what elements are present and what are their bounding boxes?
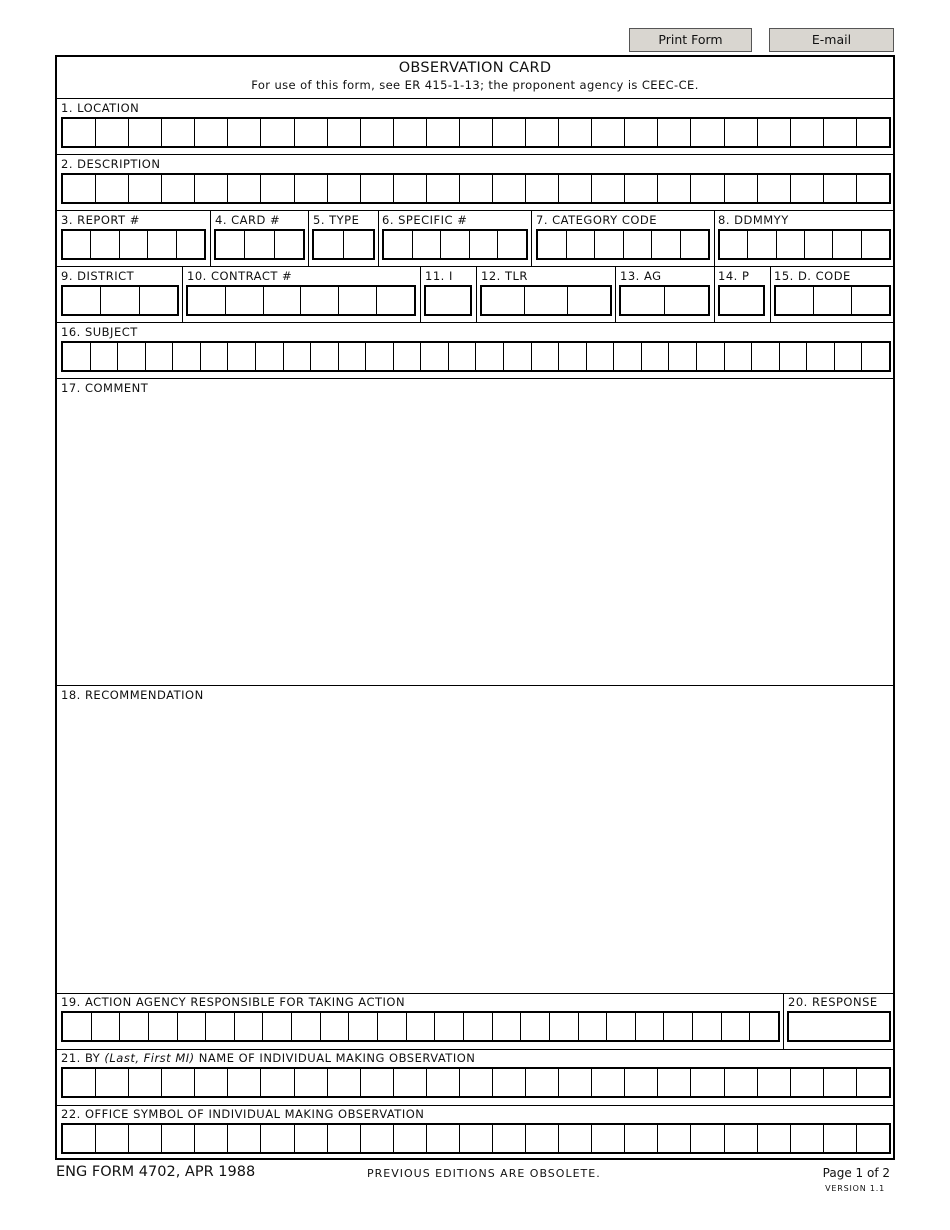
char-cell[interactable] xyxy=(260,175,293,202)
char-cell[interactable] xyxy=(294,1069,327,1096)
specific-number-input[interactable] xyxy=(382,229,528,260)
char-cell[interactable] xyxy=(525,119,558,146)
char-cell[interactable] xyxy=(690,1069,723,1096)
char-cell[interactable] xyxy=(804,231,832,258)
char-cell[interactable] xyxy=(624,1069,657,1096)
char-cell[interactable] xyxy=(310,343,338,370)
char-cell[interactable] xyxy=(434,1013,463,1040)
char-cell[interactable] xyxy=(591,1125,624,1152)
char-cell[interactable] xyxy=(90,231,118,258)
char-cell[interactable] xyxy=(139,287,177,314)
p-input[interactable] xyxy=(718,285,765,316)
char-cell[interactable] xyxy=(145,343,173,370)
char-cell[interactable] xyxy=(525,175,558,202)
char-cell[interactable] xyxy=(172,343,200,370)
char-cell[interactable] xyxy=(651,231,680,258)
char-cell[interactable] xyxy=(263,287,301,314)
char-cell[interactable] xyxy=(227,1125,260,1152)
char-cell[interactable] xyxy=(591,175,624,202)
office-symbol-input[interactable] xyxy=(61,1123,891,1154)
char-cell[interactable] xyxy=(216,231,244,258)
d-code-input[interactable] xyxy=(774,285,891,316)
specific-number-label: 6. SPECIFIC # xyxy=(382,213,468,227)
type-input[interactable] xyxy=(312,229,375,260)
char-cell[interactable] xyxy=(757,175,790,202)
char-cell[interactable] xyxy=(274,231,303,258)
char-cell[interactable] xyxy=(128,1125,161,1152)
char-cell[interactable] xyxy=(621,287,664,314)
char-cell[interactable] xyxy=(117,343,145,370)
char-cell[interactable] xyxy=(294,119,327,146)
char-cell[interactable] xyxy=(594,231,623,258)
observation-card-form xyxy=(55,55,895,1160)
char-cell[interactable] xyxy=(393,1125,426,1152)
char-cell[interactable] xyxy=(377,1013,406,1040)
char-cell[interactable] xyxy=(586,343,614,370)
char-cell[interactable] xyxy=(338,343,366,370)
char-cell[interactable] xyxy=(360,1125,393,1152)
char-cell[interactable] xyxy=(426,119,459,146)
char-cell[interactable] xyxy=(525,1125,558,1152)
char-cell[interactable] xyxy=(63,119,95,146)
char-cell[interactable] xyxy=(776,231,804,258)
recommendation-textarea[interactable] xyxy=(59,704,891,991)
char-cell[interactable] xyxy=(338,287,376,314)
char-cell[interactable] xyxy=(348,1013,377,1040)
char-cell[interactable] xyxy=(314,231,343,258)
char-cell[interactable] xyxy=(95,119,128,146)
char-cell[interactable] xyxy=(365,343,393,370)
char-cell[interactable] xyxy=(376,287,414,314)
char-cell[interactable] xyxy=(591,119,624,146)
description-label: 2. DESCRIPTION xyxy=(61,157,161,171)
char-cell[interactable] xyxy=(360,175,393,202)
char-cell[interactable] xyxy=(624,1125,657,1152)
p-label: 14. P xyxy=(718,269,750,283)
comment-textarea[interactable] xyxy=(59,397,891,683)
char-cell[interactable] xyxy=(128,175,161,202)
char-cell[interactable] xyxy=(459,119,492,146)
char-cell[interactable] xyxy=(720,287,763,314)
char-cell[interactable] xyxy=(90,343,118,370)
d-code-label: 15. D. CODE xyxy=(774,269,851,283)
office-symbol-label: 22. OFFICE SYMBOL OF INDIVIDUAL MAKING OBSERVATION xyxy=(61,1107,425,1121)
char-cell[interactable] xyxy=(635,1013,664,1040)
char-cell[interactable] xyxy=(690,119,723,146)
card-number-input[interactable] xyxy=(214,229,305,260)
char-cell[interactable] xyxy=(832,231,860,258)
char-cell[interactable] xyxy=(63,175,95,202)
char-cell[interactable] xyxy=(227,1069,260,1096)
page-number: Page 1 of 2 xyxy=(822,1166,890,1180)
char-cell[interactable] xyxy=(200,343,228,370)
char-cell[interactable] xyxy=(724,175,757,202)
char-cell[interactable] xyxy=(724,343,752,370)
char-cell[interactable] xyxy=(393,175,426,202)
ddmmyy-input[interactable] xyxy=(718,229,891,260)
char-cell[interactable] xyxy=(161,119,194,146)
char-cell[interactable] xyxy=(757,1125,790,1152)
ddmmyy-label: 8. DDMMYY xyxy=(718,213,789,227)
char-cell[interactable] xyxy=(63,231,90,258)
char-cell[interactable] xyxy=(469,231,498,258)
char-cell[interactable] xyxy=(91,1013,120,1040)
char-cell[interactable] xyxy=(176,231,204,258)
char-cell[interactable] xyxy=(227,175,260,202)
contract-number-label: 10. CONTRACT # xyxy=(187,269,293,283)
char-cell[interactable] xyxy=(623,231,652,258)
char-cell[interactable] xyxy=(790,175,823,202)
char-cell[interactable] xyxy=(147,231,175,258)
char-cell[interactable] xyxy=(426,287,470,314)
char-cell[interactable] xyxy=(520,1013,549,1040)
char-cell[interactable] xyxy=(95,1069,128,1096)
char-cell[interactable] xyxy=(482,287,524,314)
char-cell[interactable] xyxy=(161,1125,194,1152)
char-cell[interactable] xyxy=(668,343,696,370)
char-cell[interactable] xyxy=(721,1013,750,1040)
char-cell[interactable] xyxy=(63,1069,95,1096)
char-cell[interactable] xyxy=(823,1125,856,1152)
char-cell[interactable] xyxy=(549,1013,578,1040)
char-cell[interactable] xyxy=(856,1069,889,1096)
char-cell[interactable] xyxy=(823,1069,856,1096)
char-cell[interactable] xyxy=(747,231,775,258)
char-cell[interactable] xyxy=(343,231,373,258)
char-cell[interactable] xyxy=(558,119,591,146)
char-cell[interactable] xyxy=(680,231,709,258)
char-cell[interactable] xyxy=(861,343,889,370)
category-code-label: 7. CATEGORY CODE xyxy=(536,213,658,227)
char-cell[interactable] xyxy=(393,343,421,370)
type-label: 5. TYPE xyxy=(313,213,360,227)
char-cell[interactable] xyxy=(188,287,225,314)
char-cell[interactable] xyxy=(294,175,327,202)
description-input[interactable] xyxy=(61,173,891,204)
char-cell[interactable] xyxy=(128,1069,161,1096)
char-cell[interactable] xyxy=(63,1013,91,1040)
char-cell[interactable] xyxy=(234,1013,263,1040)
char-cell[interactable] xyxy=(426,1125,459,1152)
char-cell[interactable] xyxy=(119,1013,148,1040)
char-cell[interactable] xyxy=(227,343,255,370)
char-cell[interactable] xyxy=(426,175,459,202)
char-cell[interactable] xyxy=(360,119,393,146)
char-cell[interactable] xyxy=(327,175,360,202)
action-agency-input[interactable] xyxy=(61,1011,780,1042)
char-cell[interactable] xyxy=(558,1069,591,1096)
response-input[interactable] xyxy=(787,1011,891,1042)
char-cell[interactable] xyxy=(406,1013,435,1040)
char-cell[interactable] xyxy=(148,1013,177,1040)
char-cell[interactable] xyxy=(566,231,595,258)
char-cell[interactable] xyxy=(724,1125,757,1152)
char-cell[interactable] xyxy=(720,231,747,258)
char-cell[interactable] xyxy=(657,1069,690,1096)
char-cell[interactable] xyxy=(856,175,889,202)
char-cell[interactable] xyxy=(724,119,757,146)
char-cell[interactable] xyxy=(225,287,263,314)
report-number-label: 3. REPORT # xyxy=(61,213,140,227)
char-cell[interactable] xyxy=(440,231,469,258)
char-cell[interactable] xyxy=(177,1013,206,1040)
char-cell[interactable] xyxy=(531,343,559,370)
char-cell[interactable] xyxy=(161,1069,194,1096)
char-cell[interactable] xyxy=(194,1069,227,1096)
tlr-input[interactable] xyxy=(480,285,612,316)
char-cell[interactable] xyxy=(856,1125,889,1152)
obsolete-notice: PREVIOUS EDITIONS ARE OBSOLETE. xyxy=(367,1167,601,1180)
comment-label: 17. COMMENT xyxy=(61,381,149,395)
char-cell[interactable] xyxy=(475,343,503,370)
form-subtitle: For use of this form, see ER 415-1-13; the proponent agency is CEEC-CE. xyxy=(251,78,699,92)
char-cell[interactable] xyxy=(100,287,138,314)
observer-name-input[interactable] xyxy=(61,1067,891,1098)
char-cell[interactable] xyxy=(558,343,586,370)
char-cell[interactable] xyxy=(779,343,807,370)
char-cell[interactable] xyxy=(497,231,526,258)
print-form-button[interactable]: Print Form xyxy=(629,28,752,52)
district-input[interactable] xyxy=(61,285,179,316)
char-cell[interactable] xyxy=(823,175,856,202)
district-label: 9. DISTRICT xyxy=(61,269,135,283)
char-cell[interactable] xyxy=(789,1013,889,1040)
char-cell[interactable] xyxy=(426,1069,459,1096)
char-cell[interactable] xyxy=(861,231,889,258)
char-cell[interactable] xyxy=(393,119,426,146)
char-cell[interactable] xyxy=(360,1069,393,1096)
char-cell[interactable] xyxy=(696,343,724,370)
char-cell[interactable] xyxy=(492,1013,521,1040)
char-cell[interactable] xyxy=(690,175,723,202)
recommendation-label: 18. RECOMMENDATION xyxy=(61,688,204,702)
char-cell[interactable] xyxy=(558,1125,591,1152)
char-cell[interactable] xyxy=(244,231,273,258)
char-cell[interactable] xyxy=(459,175,492,202)
char-cell[interactable] xyxy=(624,119,657,146)
char-cell[interactable] xyxy=(119,231,147,258)
char-cell[interactable] xyxy=(813,287,851,314)
char-cell[interactable] xyxy=(255,343,283,370)
char-cell[interactable] xyxy=(856,119,889,146)
char-cell[interactable] xyxy=(260,1069,293,1096)
char-cell[interactable] xyxy=(751,343,779,370)
char-cell[interactable] xyxy=(463,1013,492,1040)
char-cell[interactable] xyxy=(749,1013,778,1040)
char-cell[interactable] xyxy=(227,119,260,146)
char-cell[interactable] xyxy=(692,1013,721,1040)
i-label: 11. I xyxy=(425,269,453,283)
char-cell[interactable] xyxy=(260,1125,293,1152)
char-cell[interactable] xyxy=(663,1013,692,1040)
char-cell[interactable] xyxy=(459,1069,492,1096)
char-cell[interactable] xyxy=(613,343,641,370)
char-cell[interactable] xyxy=(606,1013,635,1040)
form-number: ENG FORM 4702, APR 1988 xyxy=(56,1164,256,1180)
char-cell[interactable] xyxy=(283,343,311,370)
char-cell[interactable] xyxy=(757,119,790,146)
char-cell[interactable] xyxy=(524,287,567,314)
char-cell[interactable] xyxy=(294,1125,327,1152)
char-cell[interactable] xyxy=(63,343,90,370)
subject-label: 16. SUBJECT xyxy=(61,325,138,339)
char-cell[interactable] xyxy=(95,175,128,202)
card-number-label: 4. CARD # xyxy=(215,213,281,227)
char-cell[interactable] xyxy=(393,1069,426,1096)
subject-input[interactable] xyxy=(61,341,891,372)
location-input[interactable] xyxy=(61,117,891,148)
version-label: VERSION 1.1 xyxy=(825,1184,885,1193)
char-cell[interactable] xyxy=(657,119,690,146)
char-cell[interactable] xyxy=(806,343,834,370)
category-code-input[interactable] xyxy=(536,229,710,260)
response-label: 20. RESPONSE xyxy=(788,995,878,1009)
char-cell[interactable] xyxy=(291,1013,320,1040)
ag-label: 13. AG xyxy=(620,269,662,283)
char-cell[interactable] xyxy=(558,175,591,202)
char-cell[interactable] xyxy=(327,119,360,146)
char-cell[interactable] xyxy=(664,287,708,314)
char-cell[interactable] xyxy=(624,175,657,202)
char-cell[interactable] xyxy=(591,1069,624,1096)
char-cell[interactable] xyxy=(260,119,293,146)
char-cell[interactable] xyxy=(790,1069,823,1096)
char-cell[interactable] xyxy=(657,175,690,202)
char-cell[interactable] xyxy=(459,1125,492,1152)
char-cell[interactable] xyxy=(205,1013,234,1040)
char-cell[interactable] xyxy=(384,231,412,258)
email-button[interactable]: E-mail xyxy=(769,28,894,52)
char-cell[interactable] xyxy=(657,1125,690,1152)
char-cell[interactable] xyxy=(194,119,227,146)
char-cell[interactable] xyxy=(503,343,531,370)
char-cell[interactable] xyxy=(492,1069,525,1096)
tlr-label: 12. TLR xyxy=(481,269,528,283)
char-cell[interactable] xyxy=(690,1125,723,1152)
char-cell[interactable] xyxy=(95,1125,128,1152)
char-cell[interactable] xyxy=(578,1013,607,1040)
i-input[interactable] xyxy=(424,285,472,316)
char-cell[interactable] xyxy=(327,1125,360,1152)
action-agency-label: 19. ACTION AGENCY RESPONSIBLE FOR TAKING ACTION xyxy=(61,995,406,1009)
char-cell[interactable] xyxy=(194,1125,227,1152)
char-cell[interactable] xyxy=(420,343,448,370)
char-cell[interactable] xyxy=(161,175,194,202)
location-label: 1. LOCATION xyxy=(61,101,140,115)
by-name-label: 21. BY (Last, First MI) NAME OF INDIVIDUAL MAKING OBSERVATION xyxy=(61,1051,476,1065)
char-cell[interactable] xyxy=(412,231,441,258)
report-number-input[interactable] xyxy=(61,229,206,260)
char-cell[interactable] xyxy=(128,119,161,146)
char-cell[interactable] xyxy=(262,1013,291,1040)
char-cell[interactable] xyxy=(790,1125,823,1152)
ag-input[interactable] xyxy=(619,285,710,316)
char-cell[interactable] xyxy=(790,119,823,146)
char-cell[interactable] xyxy=(834,343,862,370)
char-cell[interactable] xyxy=(63,1125,95,1152)
char-cell[interactable] xyxy=(492,175,525,202)
form-title: OBSERVATION CARD xyxy=(398,60,552,76)
char-cell[interactable] xyxy=(724,1069,757,1096)
char-cell[interactable] xyxy=(448,343,476,370)
char-cell[interactable] xyxy=(851,287,889,314)
char-cell[interactable] xyxy=(757,1069,790,1096)
char-cell[interactable] xyxy=(776,287,813,314)
char-cell[interactable] xyxy=(300,287,338,314)
contract-number-input[interactable] xyxy=(186,285,416,316)
char-cell[interactable] xyxy=(492,1125,525,1152)
char-cell[interactable] xyxy=(641,343,669,370)
char-cell[interactable] xyxy=(320,1013,349,1040)
char-cell[interactable] xyxy=(538,231,566,258)
char-cell[interactable] xyxy=(823,119,856,146)
char-cell[interactable] xyxy=(327,1069,360,1096)
char-cell[interactable] xyxy=(492,119,525,146)
char-cell[interactable] xyxy=(194,175,227,202)
char-cell[interactable] xyxy=(525,1069,558,1096)
char-cell[interactable] xyxy=(567,287,610,314)
char-cell[interactable] xyxy=(63,287,100,314)
